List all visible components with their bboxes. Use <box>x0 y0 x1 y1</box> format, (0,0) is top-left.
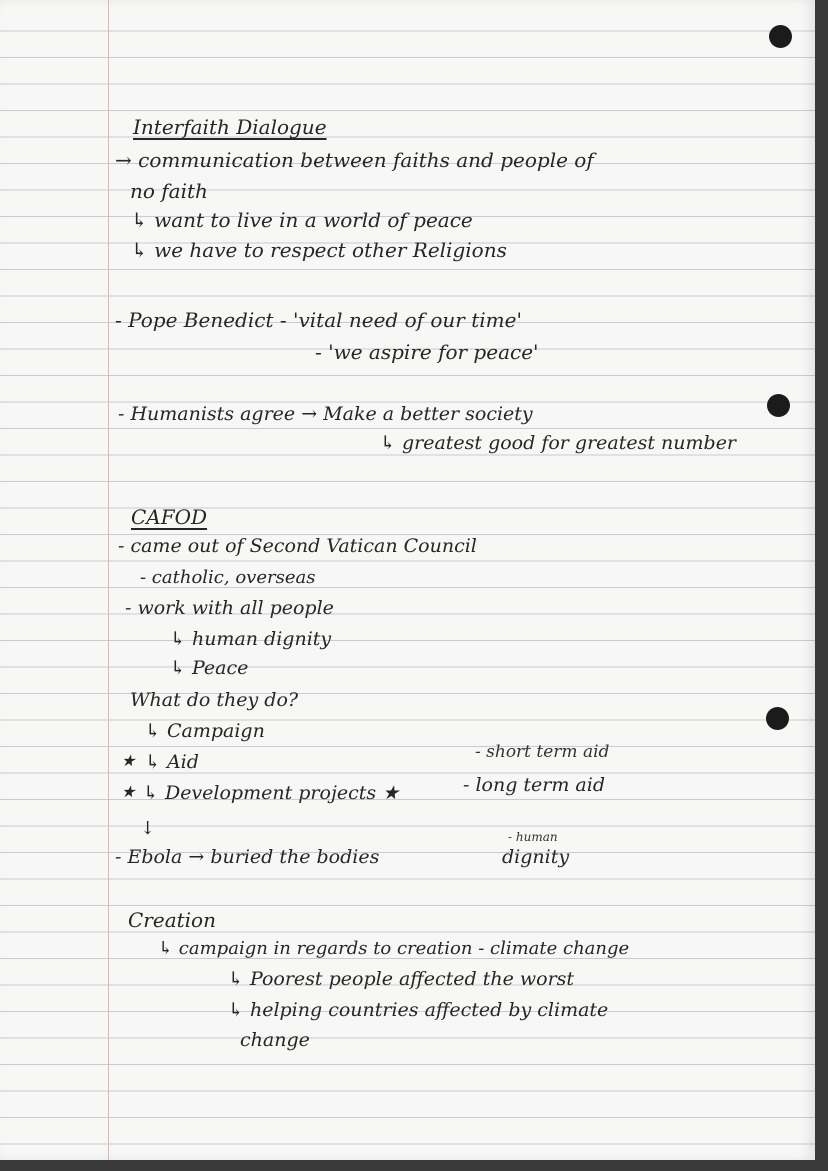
humanists-line-1: - Humanists agree → Make a better society <box>118 403 533 425</box>
punch-hole-bottom <box>766 707 789 730</box>
pope-line-1: - Pope Benedict - 'vital need of our time' <box>115 308 522 332</box>
cafod-line-1: - came out of Second Vatican Council <box>118 535 477 557</box>
creation-title: Creation <box>128 908 216 932</box>
interfaith-line-1: → communication between faiths and people of <box>115 148 594 172</box>
cafod-short-term: - short term aid <box>475 742 610 762</box>
cafod-line-2: - catholic, overseas <box>140 567 316 588</box>
cafod-arrow-down: ↓ <box>140 818 156 839</box>
creation-line-3: ↳ helping countries affected by climate <box>228 999 609 1021</box>
cafod-star-2: ★ <box>121 782 136 801</box>
creation-line-1: ↳ campaign in regards to creation - climate change <box>158 938 630 959</box>
creation-line-4: change <box>240 1029 310 1051</box>
cafod-line-5: ↳ Peace <box>170 657 249 679</box>
interfaith-line-2: no faith <box>130 179 208 203</box>
cafod-title: CAFOD <box>131 505 208 529</box>
punch-hole-middle <box>767 394 790 417</box>
margin-line <box>108 0 109 1160</box>
cafod-question: What do they do? <box>130 689 299 711</box>
punch-hole-top <box>769 25 792 48</box>
cafod-star-1: ★ <box>121 751 136 770</box>
cafod-dignity: dignity <box>502 846 570 868</box>
cafod-development: ↳ Development projects ★ <box>143 782 400 804</box>
interfaith-line-3: ↳ want to live in a world of peace <box>131 208 473 232</box>
humanists-line-2: ↳ greatest good for greatest number <box>380 432 737 454</box>
cafod-ebola: - Ebola → buried the bodies <box>115 846 380 868</box>
creation-line-2: ↳ Poorest people affected the worst <box>228 968 575 990</box>
cafod-campaign: ↳ Campaign <box>145 720 265 742</box>
interfaith-title: Interfaith Dialogue <box>133 115 327 139</box>
cafod-long-term: - long term aid <box>463 774 605 796</box>
cafod-line-4: ↳ human dignity <box>170 628 332 650</box>
cafod-human-small: - human <box>508 830 558 844</box>
interfaith-line-4: ↳ we have to respect other Religions <box>131 238 507 262</box>
cafod-aid: ↳ Aid <box>145 751 199 773</box>
pope-line-2: - 'we aspire for peace' <box>315 340 539 364</box>
cafod-line-3: - work with all people <box>125 597 334 619</box>
